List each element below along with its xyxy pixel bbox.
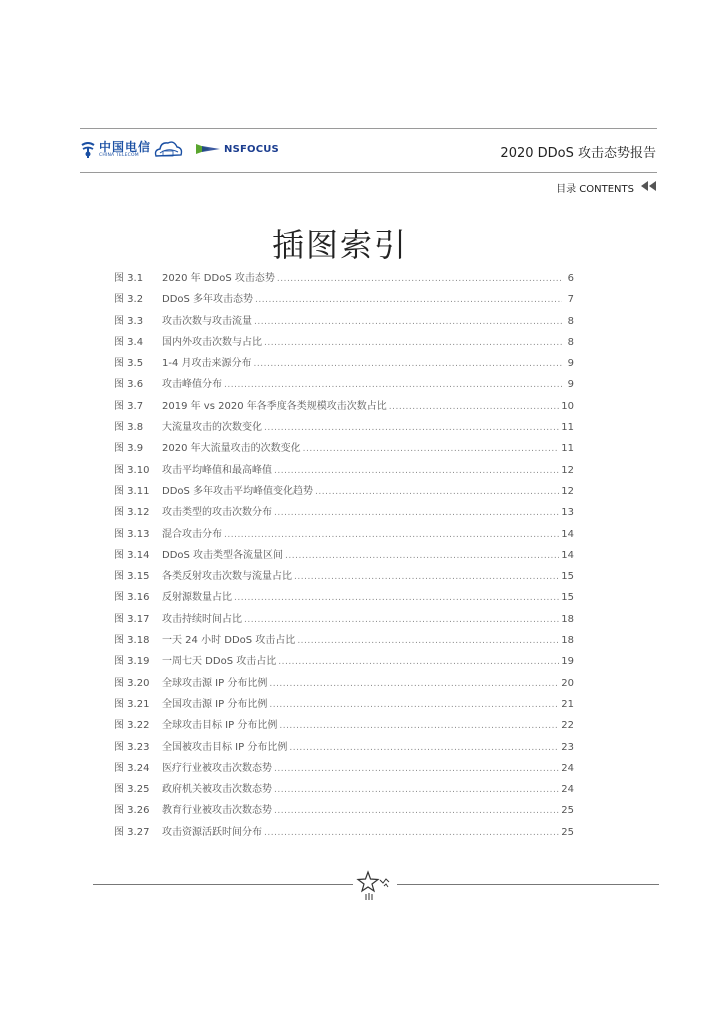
dot-leader [255, 295, 562, 305]
dot-leader [234, 593, 559, 603]
toc-row[interactable] [114, 546, 574, 567]
dot-leader [274, 785, 559, 795]
toc-row[interactable] [114, 269, 574, 290]
nsfocus-icon [196, 142, 222, 156]
figure-number: 图 3.19 [114, 656, 150, 668]
star-decoration-icon [356, 870, 394, 902]
header-top-rule [80, 128, 657, 129]
page-number: 24 [561, 762, 574, 774]
dot-leader [224, 380, 562, 390]
figure-title: 教育行业被攻击次数态势 [162, 805, 272, 817]
toc-row[interactable] [114, 354, 574, 375]
figure-title: 政府机关被攻击次数态势 [162, 784, 272, 796]
figure-number: 图 3.15 [114, 571, 150, 583]
dot-leader [269, 679, 559, 689]
toc-row[interactable] [114, 610, 574, 631]
page-number: 25 [561, 826, 574, 838]
page-number: 18 [561, 613, 574, 625]
figure-title: 2020 年大流量攻击的次数变化 [162, 443, 301, 455]
dot-leader [274, 466, 559, 476]
page-number: 24 [561, 784, 574, 796]
contents-label: 目录 CONTENTS [556, 184, 634, 195]
figure-title: 大流量攻击的次数变化 [162, 422, 262, 434]
page-number: 19 [561, 656, 574, 668]
toc-row[interactable] [114, 674, 574, 695]
figure-title: 一周七天 DDoS 攻击占比 [162, 656, 277, 668]
figure-title: 国内外攻击次数与占比 [162, 336, 262, 348]
figure-number: 图 3.7 [114, 400, 144, 412]
page-number: 21 [561, 698, 574, 710]
figure-number: 图 3.9 [114, 443, 144, 455]
figure-number: 图 3.22 [114, 720, 150, 732]
toc-row[interactable] [114, 588, 574, 609]
figure-number: 图 3.17 [114, 613, 150, 625]
figure-number: 图 3.5 [114, 358, 144, 370]
figure-title: 1-4 月攻击来源分布 [162, 358, 252, 370]
dot-leader [297, 636, 559, 646]
figure-title: 攻击峰值分布 [162, 379, 222, 391]
figure-title: 混合攻击分布 [162, 528, 222, 540]
dot-leader [274, 764, 559, 774]
dot-leader [303, 444, 560, 454]
dot-leader [254, 317, 562, 327]
page-number: 14 [561, 549, 574, 561]
dot-leader [244, 615, 559, 625]
figure-number: 图 3.26 [114, 805, 150, 817]
dot-leader [269, 700, 559, 710]
toc-row[interactable] [114, 780, 574, 801]
toc-row[interactable] [114, 567, 574, 588]
dot-leader [224, 530, 559, 540]
toc-row[interactable] [114, 375, 574, 396]
figure-number: 图 3.3 [114, 315, 144, 327]
footer-rule-left [93, 884, 353, 885]
figure-number: 图 3.12 [114, 507, 150, 519]
figure-title: 全国攻击源 IP 分布比例 [162, 698, 268, 710]
figure-number: 图 3.16 [114, 592, 150, 604]
page-number: 25 [561, 805, 574, 817]
china-telecom-logo [80, 138, 151, 162]
telecom-name-cn: 中国电信 [99, 140, 152, 155]
page-number: 9 [567, 379, 574, 391]
toc-row[interactable] [114, 801, 574, 822]
toc-row[interactable] [114, 738, 574, 759]
dot-leader [264, 423, 559, 433]
page-number: 6 [567, 273, 574, 284]
toc-row[interactable] [114, 461, 574, 482]
dot-leader [277, 274, 562, 284]
page-number: 14 [561, 528, 574, 540]
figure-title: DDoS 多年攻击态势 [162, 294, 254, 306]
toc-row[interactable] [114, 823, 574, 844]
dot-leader [274, 806, 559, 816]
page-title: 插图索引 [271, 226, 408, 264]
figure-title: DDoS 攻击类型各流量区间 [162, 549, 284, 561]
toc-row[interactable] [114, 290, 574, 311]
figure-title: DDoS 多年攻击平均峰值变化趋势 [162, 485, 314, 497]
figure-title: 医疗行业被攻击次数态势 [162, 762, 272, 774]
page-number: 22 [561, 720, 574, 732]
toc-row[interactable] [114, 482, 574, 503]
figure-title: 一天 24 小时 DDoS 攻击占比 [162, 635, 296, 647]
china-telecom-icon [80, 141, 96, 159]
figure-number: 图 3.4 [114, 336, 144, 348]
figure-title: 攻击次数与攻击流量 [162, 315, 252, 327]
figure-title: 全国被攻击目标 IP 分布比例 [162, 741, 288, 753]
figure-title: 攻击资源活跃时间分布 [162, 826, 262, 838]
dot-leader [264, 338, 562, 348]
toc-row[interactable] [114, 397, 574, 418]
figure-number: 图 3.6 [114, 379, 144, 391]
page-number: 20 [561, 677, 574, 689]
toc-row[interactable] [114, 333, 574, 354]
dot-leader [264, 828, 559, 838]
figure-number: 图 3.23 [114, 741, 150, 753]
dot-leader [289, 743, 559, 753]
dot-leader [254, 359, 562, 369]
toc-row[interactable] [114, 695, 574, 716]
page-number: 10 [561, 400, 574, 412]
dot-leader [285, 551, 559, 561]
footer-rule-right [397, 884, 659, 885]
figure-title: 全球攻击源 IP 分布比例 [162, 677, 268, 689]
page-number: 15 [561, 592, 574, 604]
dot-leader [279, 721, 559, 731]
page-number: 13 [561, 507, 574, 519]
toc-row[interactable] [114, 525, 574, 546]
dot-leader [294, 572, 559, 582]
toc-row[interactable] [114, 716, 574, 737]
toc-row[interactable] [114, 439, 574, 460]
figure-title: 2020 年 DDoS 攻击态势 [162, 273, 275, 284]
figure-number: 图 3.24 [114, 762, 150, 774]
toc-row[interactable] [114, 652, 574, 673]
nsfocus-logo [196, 140, 279, 158]
page-number: 15 [561, 571, 574, 583]
dot-leader [389, 402, 560, 412]
nsfocus-text: NSFOCUS [224, 143, 279, 155]
figure-number: 图 3.2 [114, 294, 144, 306]
toc-row[interactable] [114, 312, 574, 333]
figure-number: 图 3.20 [114, 677, 150, 689]
figure-title: 攻击平均峰值和最高峰值 [162, 464, 272, 476]
page-number: 12 [561, 485, 574, 497]
page-number: 23 [561, 741, 574, 753]
telecom-name-en: CHINA TELECOM [99, 153, 139, 159]
figure-number: 图 3.13 [114, 528, 150, 540]
toc-row[interactable] [114, 418, 574, 439]
page-number: 9 [567, 358, 574, 370]
cloud-logo-icon [152, 138, 184, 160]
figure-number: 图 3.18 [114, 635, 150, 647]
figure-title: 攻击持续时间占比 [162, 613, 242, 625]
figure-number: 图 3.11 [114, 485, 150, 497]
figure-number: 图 3.1 [114, 273, 144, 284]
dot-leader [274, 508, 559, 518]
report-title: 2020 DDoS 攻击态势报告 [500, 146, 656, 161]
figure-title: 全球攻击目标 IP 分布比例 [162, 720, 278, 732]
toc-row[interactable] [114, 503, 574, 524]
figure-title: 各类反射攻击次数与流量占比 [162, 571, 292, 583]
toc-row[interactable] [114, 759, 574, 780]
double-left-arrow-icon [641, 181, 657, 191]
header-bottom-rule [80, 172, 657, 173]
figure-number: 图 3.8 [114, 422, 144, 434]
page-number: 11 [561, 422, 574, 434]
figure-title: 2019 年 vs 2020 年各季度各类规模攻击次数占比 [162, 400, 387, 412]
figure-number: 图 3.10 [114, 464, 150, 476]
figure-number: 图 3.21 [114, 698, 150, 710]
figure-title: 反射源数量占比 [162, 592, 232, 604]
page-number: 18 [561, 635, 574, 647]
page-number: 12 [561, 464, 574, 476]
dot-leader [315, 487, 559, 497]
dot-leader [278, 657, 559, 667]
page-number: 7 [567, 294, 574, 306]
page-number: 8 [567, 336, 574, 348]
figure-number: 图 3.27 [114, 826, 150, 838]
page-number: 8 [567, 315, 574, 327]
toc-row[interactable] [114, 631, 574, 652]
figure-title: 攻击类型的攻击次数分布 [162, 507, 272, 519]
page-number: 11 [561, 443, 574, 455]
figure-number: 图 3.14 [114, 549, 150, 561]
figure-index-list [114, 269, 574, 844]
figure-number: 图 3.25 [114, 784, 150, 796]
